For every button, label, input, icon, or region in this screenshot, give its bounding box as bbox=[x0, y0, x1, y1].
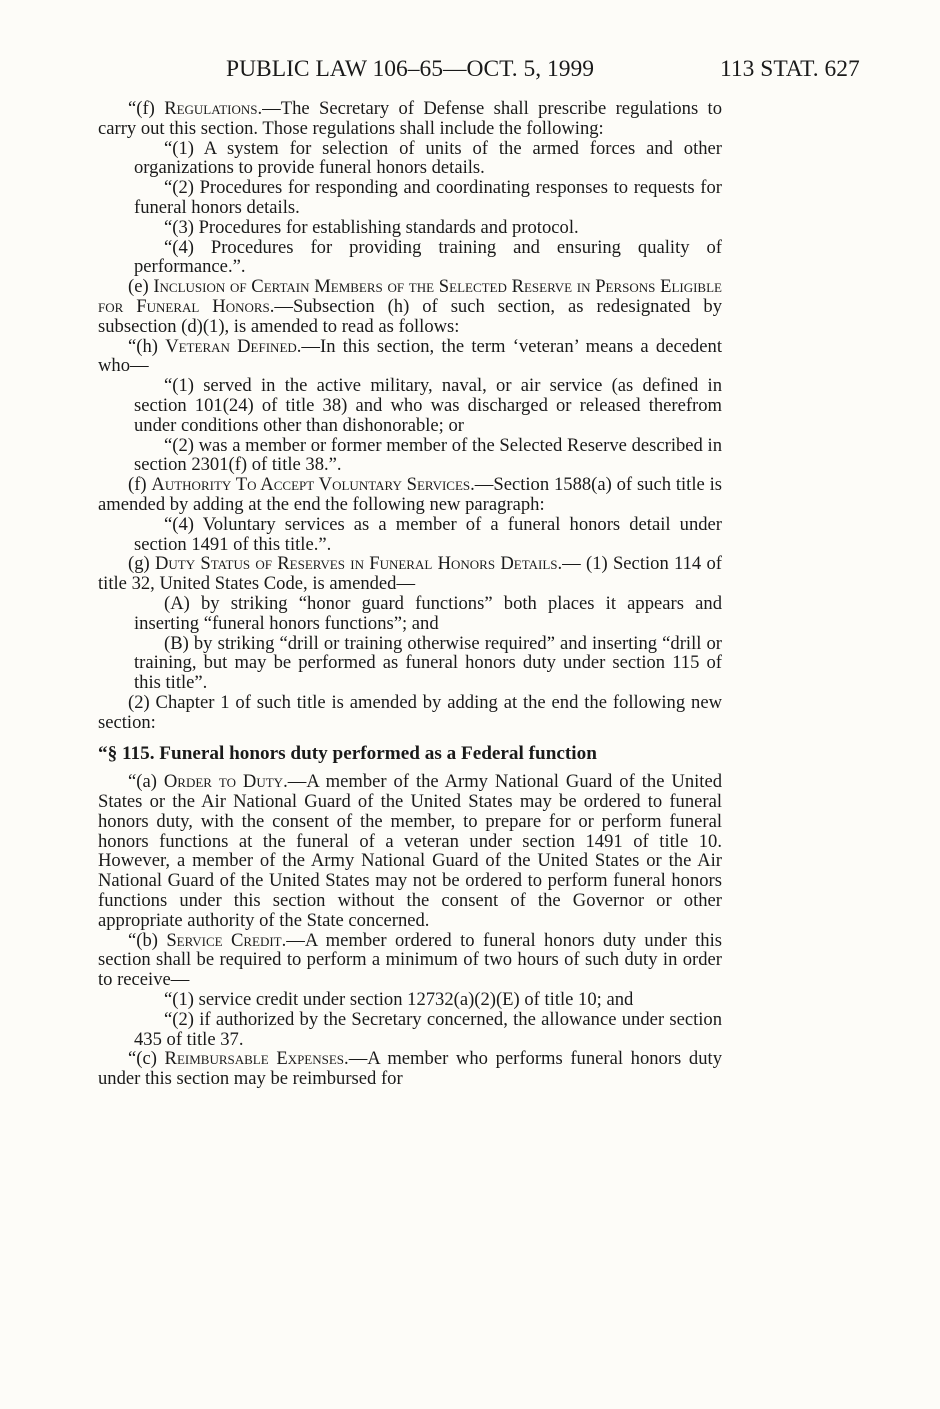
amendment-item-b: (B) by striking “drill or training otherwise required” and inserting “drill or training, but may be performed as funeral honors duty under section 115 of this title”. bbox=[134, 632, 722, 694]
regulation-item-2: “(2) Procedures for responding and coordinating responses to requests for funeral honors details. bbox=[134, 177, 722, 218]
paragraph-e-inclusion: (e) Inclusion of Certain Members of the Selected Reserve in Persons Eligible for Funeral Honors.—Subsection (h) of such section, as redesignated by subsection (d)(1), is amended to read as follows: bbox=[98, 276, 722, 337]
paragraph-heading: Veteran Defined bbox=[165, 335, 297, 357]
paragraph-g-2: (2) Chapter 1 of such title is amended by adding at the end the following new section: bbox=[98, 691, 722, 733]
service-credit-item-2: “(2) if authorized by the Secretary concerned, the allowance under section 435 of title 37. bbox=[134, 1008, 722, 1050]
paragraph-g-duty-status: (g) Duty Status of Reserves in Funeral Honors Details.— (1) Section 114 of title 32, United States Code, is amended— bbox=[98, 553, 722, 595]
stat-citation: 113 STAT. 627 bbox=[720, 56, 860, 82]
paragraph-h-veteran-defined: “(h) Veteran Defined.—In this section, the term ‘veteran’ means a decedent who— bbox=[98, 335, 722, 377]
paragraph-heading: Regulations bbox=[164, 98, 258, 119]
paragraph-heading: Reimbursable Expenses bbox=[164, 1048, 345, 1070]
regulation-item-1: “(1) A system for selection of units of the armed forces and other organizations to provide funeral honors details. bbox=[134, 137, 722, 179]
section-heading: “§ 115. Funeral honors duty performed as a Federal function bbox=[98, 742, 597, 764]
running-title: PUBLIC LAW 106–65—OCT. 5, 1999 bbox=[226, 56, 595, 82]
veteran-item-2: “(2) was a member or former member of the Selected Reserve described in section 2301(f) of title 38.”. bbox=[134, 434, 722, 476]
paragraph-heading: Inclusion of Certain Members of the Selected Reserve in Persons Eligible for Funeral Honors bbox=[98, 276, 722, 317]
paragraph-heading: Service Credit bbox=[166, 929, 282, 951]
veteran-item-1: “(1) served in the active military, naval, or air service (as defined in section 101(24) of title 38) and who was discharged or released therefrom under conditions other than dishonorable; or bbox=[134, 375, 722, 436]
paragraph-heading: Order to Duty bbox=[163, 771, 284, 793]
document-body bbox=[98, 99, 722, 1089]
paragraph-heading: Duty Status of Reserves in Funeral Honors Details bbox=[154, 553, 558, 575]
paragraph-heading: Authority To Accept Voluntary Services bbox=[151, 474, 471, 496]
regulation-item-4: “(4) Procedures for providing training and ensuring quality of performance.”. bbox=[134, 236, 722, 278]
amendment-item-a: (A) by striking “honor guard functions” both places it appears and inserting “funeral honors functions”; and bbox=[134, 592, 722, 634]
authority-item-4: “(4) Voluntary services as a member of a funeral honors detail under section 1491 of this title.”. bbox=[134, 513, 722, 555]
paragraph-a-order-to-duty: “(a) Order to Duty.—A member of the Army National Guard of the United States or the Air National Guard of the United States may be ordered to funeral honors duty, with the consent of the member, to prepare for or perform funeral honors functions at the funeral of a veteran under section 1491 of title 10. However, a member of the Army National Guard of the United States or the Air National Guard of the United States may not be ordered to perform funeral honors functions under this section without the consent of the Governor or other appropriate authority of the State concerned. bbox=[98, 771, 722, 931]
paragraph-f-regulations: “(f) Regulations.—The Secretary of Defense shall prescribe regulations to carry out this section. Those regulations shall include the following: bbox=[98, 98, 723, 139]
paragraph-f-authority: (f) Authority To Accept Voluntary Services.—Section 1588(a) of such title is amended by adding at the end the following new paragraph: bbox=[98, 474, 722, 515]
service-credit-item-1: “(1) service credit under section 12732(a)(2)(E) of title 10; and bbox=[164, 989, 634, 1011]
regulation-item-3: “(3) Procedures for establishing standards and protocol. bbox=[164, 216, 579, 238]
paragraph-c-reimbursable: “(c) Reimbursable Expenses.—A member who performs funeral honors duty under this section may be reimbursed for bbox=[98, 1048, 722, 1090]
page-header bbox=[0, 52, 940, 86]
paragraph-b-service-credit: “(b) Service Credit.—A member ordered to funeral honors duty under this section shall be required to perform a minimum of two hours of such duty in order to receive— bbox=[98, 929, 723, 991]
